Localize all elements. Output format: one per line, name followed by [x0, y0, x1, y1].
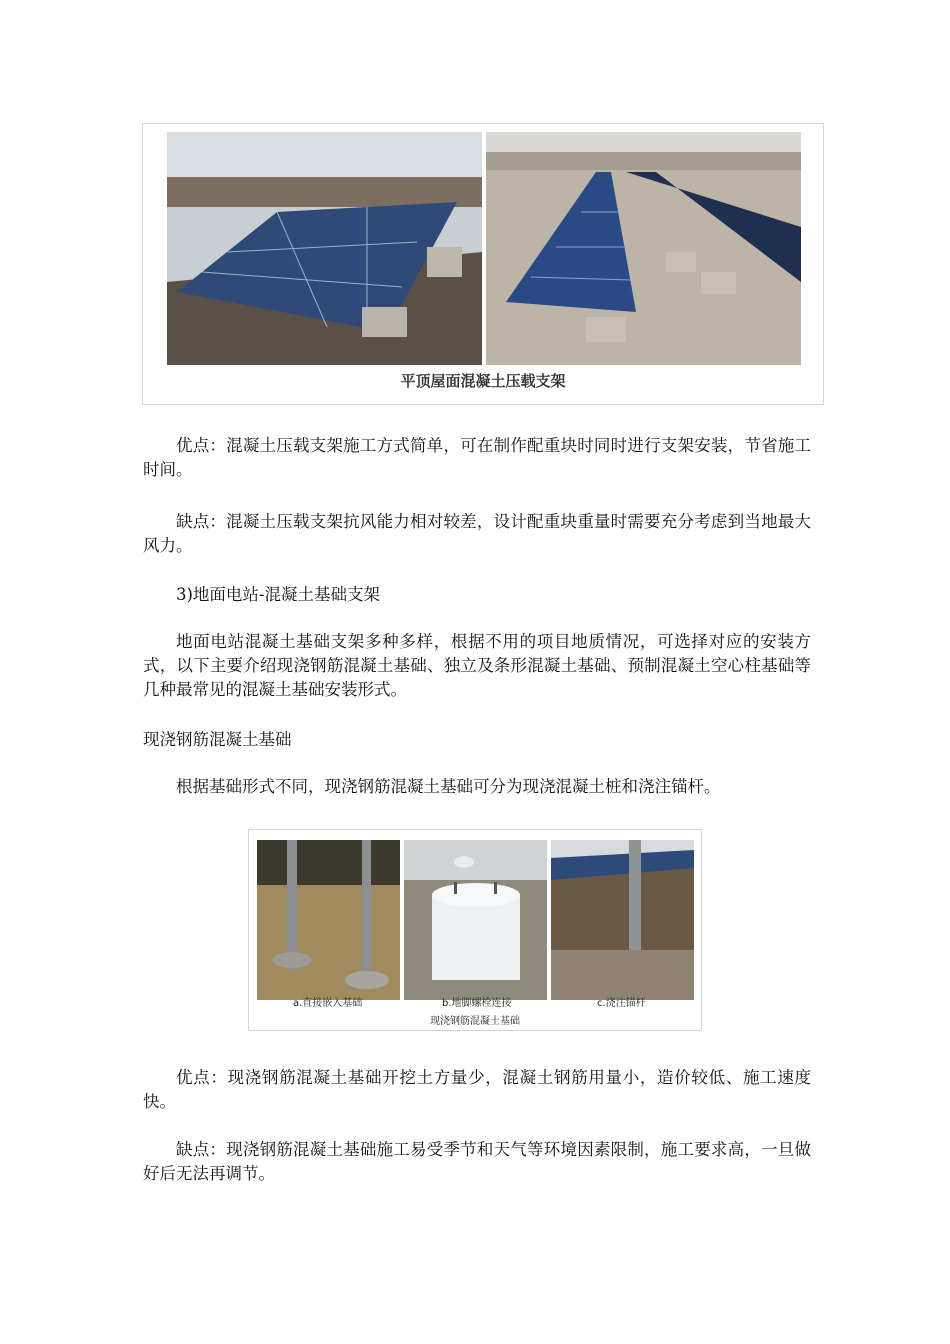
- paragraph-ground-station-intro: 地面电站混凝土基础支架多种多样，根据不用的项目地质情况，可选择对应的安装方式，以下主要介绍现浇钢筋混凝土基础、独立及条形混凝土基础、预制混凝土空心柱基础等几种最常见的混凝土基础安装形式。: [143, 632, 811, 699]
- paragraph-advantage-ballast: 优点：混凝土压载支架施工方式简单，可在制作配重块时同时进行支架安装，节省施工时间。: [143, 436, 811, 479]
- label-sub-c: c.浇注锚杆: [597, 998, 646, 1009]
- photo-rooftop-panels-left: [167, 132, 482, 365]
- figure-rooftop-ballast: [142, 123, 824, 405]
- figure-cast-in-place-photos: [257, 840, 694, 1000]
- figure-rooftop-caption: 平顶屋面混凝土压载支架: [400, 372, 566, 390]
- paragraph-disadvantage-ballast: 缺点：混凝土压载支架抗风能力相对较差，设计配重块重量时需要充分考虑到当地最大风力。: [143, 512, 811, 555]
- label-sub-b: b.地脚螺栓连接: [442, 998, 512, 1009]
- label-sub-a: a.直接嵌入基础: [293, 998, 363, 1009]
- subheading-cast-in-place: 现浇钢筋混凝土基础: [143, 730, 292, 749]
- figure-cast-in-place: [248, 829, 702, 1031]
- photo-anchor-bolt: [404, 840, 547, 1000]
- photo-direct-embed: [257, 840, 400, 1000]
- figure-cast-in-place-caption: 现浇钢筋混凝土基础: [430, 1016, 520, 1027]
- paragraph-disadvantage-cast: 缺点：现浇钢筋混凝土基础施工易受季节和天气等环境因素限制，施工要求高，一旦做好后无法再调节。: [143, 1140, 811, 1183]
- paragraph-cast-in-place-types: 根据基础形式不同，现浇钢筋混凝土基础可分为现浇混凝土桩和浇注锚杆。: [176, 777, 721, 796]
- section-heading-ground-station: 3)地面电站-混凝土基础支架: [176, 585, 381, 604]
- photo-cast-anchor: [551, 840, 694, 1000]
- figure-rooftop-photos: [167, 132, 801, 365]
- paragraph-advantage-cast: 优点：现浇钢筋混凝土基础开挖土方量少，混凝土钢筋用量小，造价较低、施工速度快。: [143, 1068, 811, 1111]
- photo-rooftop-panels-right: [486, 132, 801, 365]
